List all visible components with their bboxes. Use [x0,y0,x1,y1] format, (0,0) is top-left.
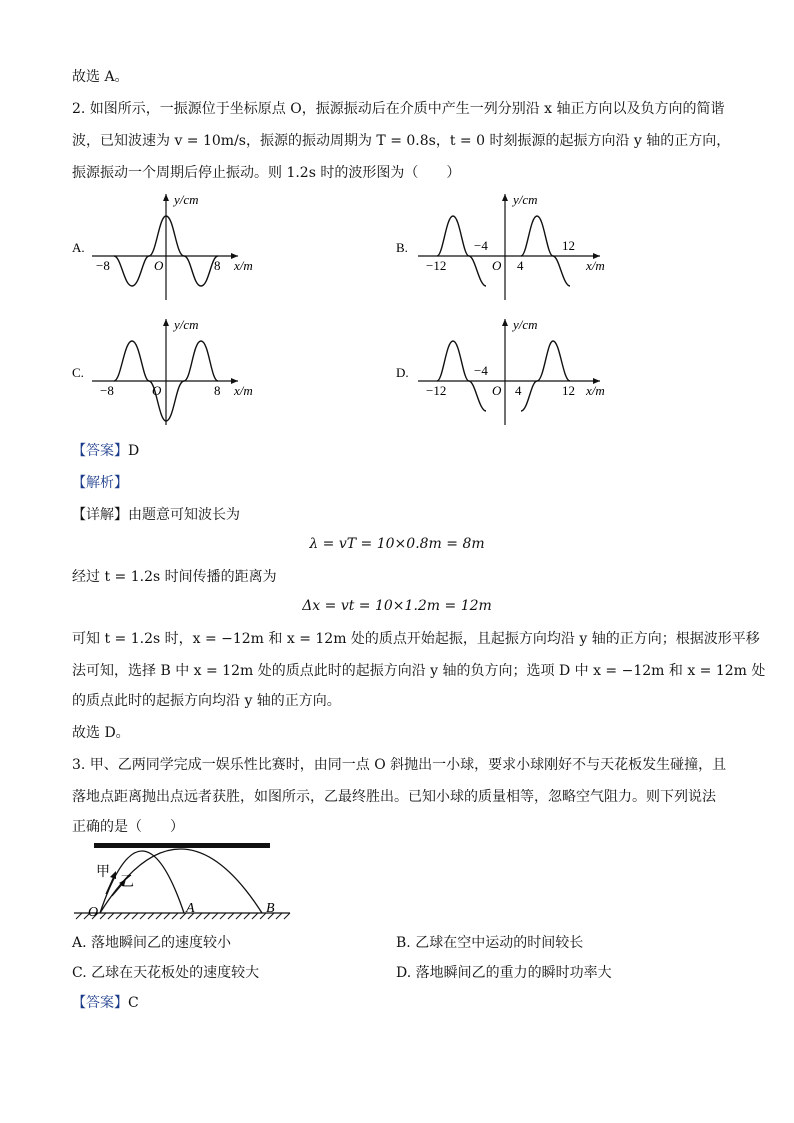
option-a-text: 落地瞬间乙的速度较小 [91,935,232,951]
option-b-key: B. [396,935,411,951]
q3-stem-line-3: 正确的是（ ） [72,819,184,835]
q2-stem-line-2: 波，已知波速为 v = 10m/s，振源的振动周期为 T = 0.8s，t = 0 时刻振源的起振方向沿 y 轴的正方向， [72,133,731,149]
option-a-key: A. [72,935,87,951]
ceiling-bar [94,843,270,848]
graph-d-ylabel: y/cm [513,317,538,332]
graph-b-origin: O [492,258,502,273]
label-yi: 乙 [120,875,134,890]
graph-c-y-arrow [163,319,169,326]
label-o: O [88,905,99,920]
q3-answer [72,994,139,1012]
answer-value: D [128,443,140,459]
graph-a-origin: O [154,258,164,273]
q3-stem-line-1: 3. 甲、乙两同学完成一娱乐性比赛时，由同一点 O 斜抛出一小球，要求小球刚好不与天花板发生碰撞，且 [72,757,727,773]
option-b-text: 乙球在空中运动的时间较长 [415,935,584,951]
detail-intro: 由题意可知波长为 [128,507,240,523]
q2-conclusion: 故选 D。 [72,725,130,741]
graph-d-xlabel: x/m [586,383,605,398]
graph-d-wave-right [521,341,570,411]
graph-a-xlabel: x/m [234,258,253,273]
graph-b-y-arrow [502,194,508,201]
graph-b-tick-neg12: −12 [426,258,447,273]
graph-c-tick-pos: 8 [214,383,221,398]
option-c-key: C. [72,965,87,981]
q2-explain-line-1: 可知 t = 1.2s 时，x = −12m 和 x = 12m 处的质点开始起振，且起振方向均沿 y 轴的正方向；根据波形平移 [72,631,760,647]
q2-wave-graphs [0,188,794,438]
option-d-key: D. [396,965,412,981]
q2-explain-line-3: 的质点此时的起振方向均沿 y 轴的正方向。 [72,693,341,709]
label-a: A [186,901,195,916]
graph-a-tick-neg: −8 [96,258,110,273]
q2-detail [72,506,240,524]
graph-b-tick-12: 12 [562,238,575,253]
trajectory-jia [100,851,184,913]
graph-d [396,317,605,425]
graph-a-ylabel: y/cm [174,192,199,207]
detail-tag: 【详解】 [72,507,128,523]
q3-answer-value: C [128,995,139,1011]
arrow-jia-head [110,871,116,879]
graph-a [72,192,253,300]
graph-b-xlabel: x/m [586,258,605,273]
graph-d-tick-neg4: −4 [474,363,488,378]
graph-c-origin: O [152,383,162,398]
ground-hatching [76,913,290,919]
graph-d-y-arrow [502,319,508,326]
q3-stem-line-2: 落地点距离抛出点远者获胜，如图所示，乙最终胜出。已知小球的质量相等，忽略空气阻力。则下列说法 [72,789,716,805]
graph-c-tick-neg: −8 [100,383,114,398]
equation-wavelength: λ = vT = 10×0.8m = 8m [309,536,485,552]
q2-text-distance: 经过 t = 1.2s 时间传播的距离为 [72,569,277,585]
graph-c-option: C. [72,365,84,380]
q3-option-c [72,962,259,982]
graph-c [72,317,253,425]
graph-d-tick-4: 4 [515,383,522,398]
q2-stem-line-3: 振源振动一个周期后停止振动。则 1.2s 时的波形图为（ ） [72,165,461,181]
q2-stem-line-1: 2. 如图所示，一振源位于坐标原点 O，振源振动后在介质中产生一列分别沿 x 轴正方向以及负方向的简谐 [72,101,725,117]
graph-c-xlabel: x/m [234,383,253,398]
equation-distance: Δx = vt = 10×1.2m = 12m [302,598,492,614]
graph-a-option: A. [72,240,85,255]
option-c-text: 乙球在天花板处的速度较大 [91,965,260,981]
graph-a-y-arrow [163,194,169,201]
graph-b-option: B. [396,240,408,255]
q2-analysis-tag: 【解析】 [72,475,128,491]
graph-c-ylabel: y/cm [174,317,199,332]
option-d-text: 落地瞬间乙的重力的瞬时功率大 [415,965,612,981]
graph-b [396,192,605,300]
graph-d-tick-12: 12 [562,383,575,398]
graph-d-option: D. [396,365,409,380]
graph-b-ylabel: y/cm [513,192,538,207]
q3-option-b [396,932,583,952]
graph-d-tick-neg12: −12 [426,383,447,398]
q2-answer [72,442,139,460]
q3-option-a [72,932,231,952]
label-jia: 甲 [96,865,110,880]
q3-answer-tag: 【答案】 [72,995,128,1011]
graph-a-tick-pos: 8 [214,258,221,273]
prev-conclusion: 故选 A。 [72,69,129,85]
q3-option-d [396,962,612,982]
graph-d-origin: O [492,383,502,398]
graph-b-tick-neg4: −4 [474,238,488,253]
graph-b-tick-4: 4 [517,258,524,273]
q3-projectile-figure [0,836,794,922]
answer-tag: 【答案】 [72,443,128,459]
label-b: B [266,901,275,916]
q2-explain-line-2: 法可知，选择 B 中 x = 12m 处的质点此时的起振方向沿 y 轴的负方向；选项 D 中 x = −12m 和 x = 12m 处 [72,663,766,679]
